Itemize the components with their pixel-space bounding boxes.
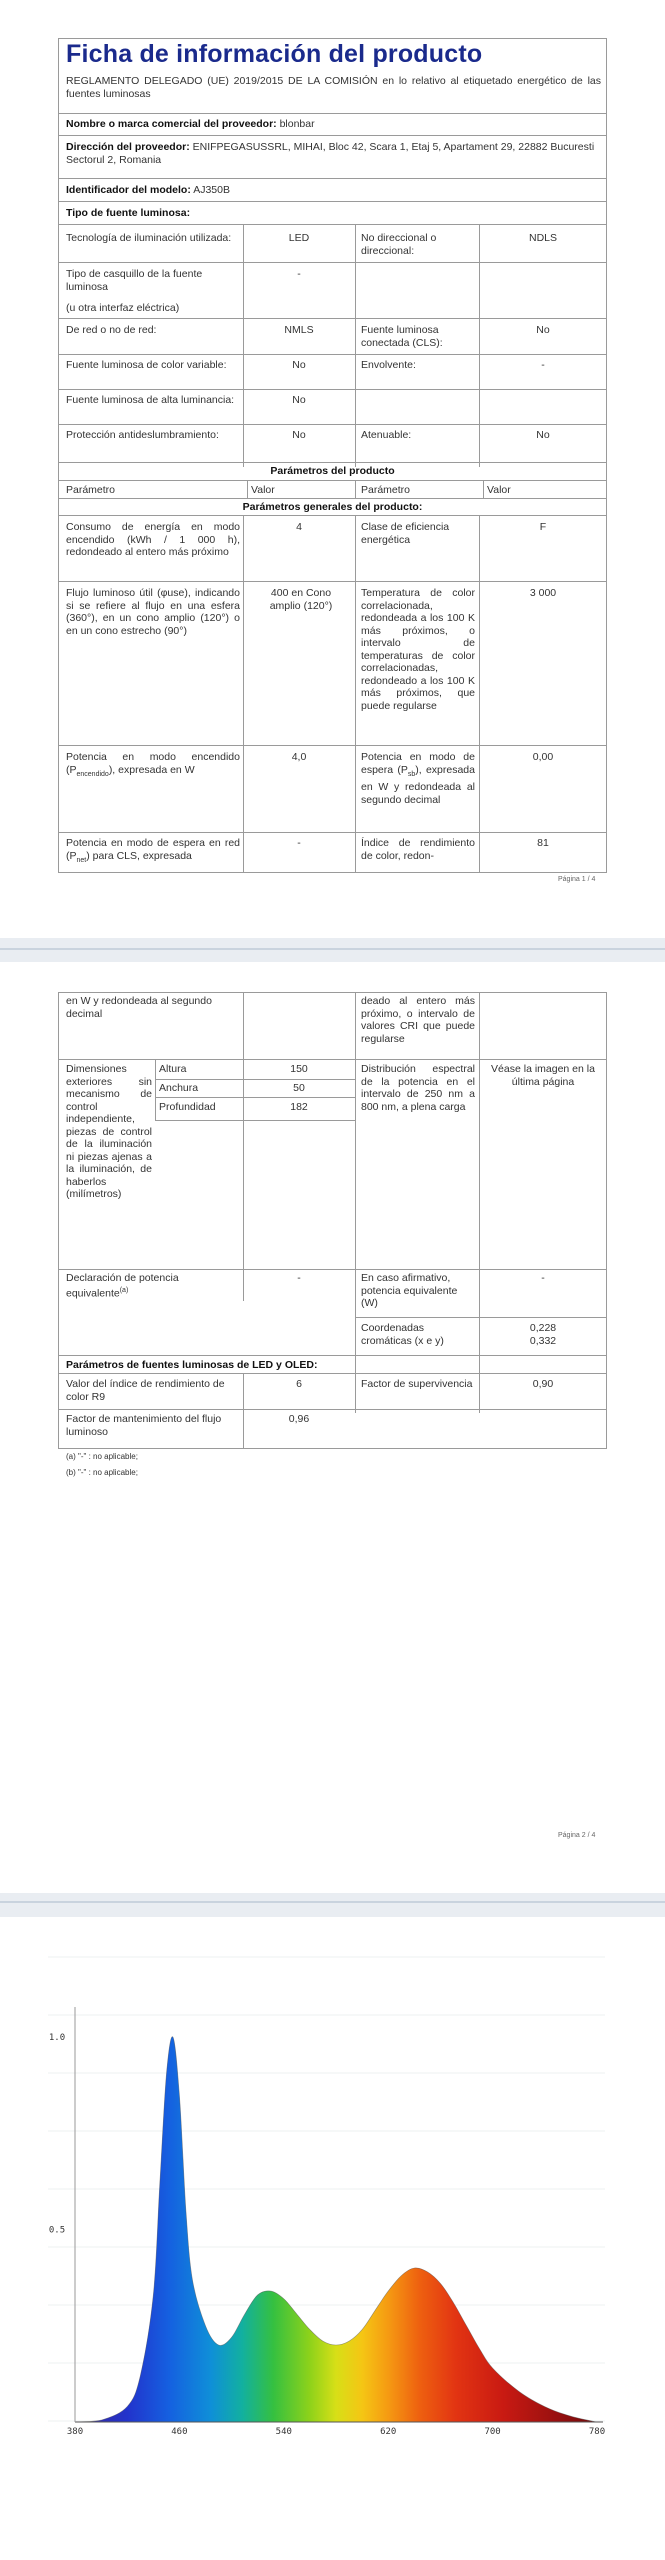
survival-factor-value: 0,90: [532, 1378, 554, 1390]
page-separator-line-2: [0, 1901, 665, 1903]
tech-label: Tecnología de iluminación utilizada:: [66, 232, 232, 244]
survival-factor-label: Factor de supervivencia: [361, 1378, 473, 1390]
color-variable-value: No: [292, 359, 306, 371]
luminous-flux-value: 400 en Cono amplio (120°): [269, 587, 333, 612]
directional-value: NDLS: [528, 232, 557, 244]
cls-value: No: [536, 324, 550, 336]
chromaticity-label: Coordenadas cromáticas (x e y): [361, 1322, 444, 1347]
model-label: Identificador del modelo:: [66, 184, 191, 196]
network-standby-value: -: [297, 837, 301, 849]
envelope-label: Envolvente:: [361, 359, 416, 371]
flux-maintenance-label: Factor de mantenimiento del flujo luminoso: [66, 1413, 222, 1438]
depth-value: 182: [290, 1101, 308, 1113]
spectral-distribution-value: Véase la imagen en la última página: [491, 1063, 595, 1088]
col-header-value-2: Valor: [487, 484, 511, 496]
page-separator-2: [0, 1893, 665, 1917]
x-tick-label: 700: [484, 2427, 501, 2437]
y-tick-label: 1.0: [48, 2033, 66, 2043]
footnote-a: (a) "-" : no aplicable;: [66, 1452, 138, 1461]
depth-label: Profundidad: [159, 1101, 216, 1113]
r9-value: 6: [296, 1378, 302, 1390]
envelope-value: -: [541, 359, 545, 371]
cri-value: 81: [537, 837, 549, 849]
general-params-heading: Parámetros generales del producto:: [242, 501, 423, 513]
y-tick-label: 0.5: [48, 2225, 66, 2236]
page-number-2: Página 2 / 4: [558, 1832, 596, 1839]
x-tick-label: 380: [66, 2427, 84, 2437]
spectral-power-chart: [0, 1917, 665, 2560]
standby-power-value: 0,00: [532, 751, 554, 763]
spectrum-chart-area: [0, 1917, 665, 2560]
energy-consumption-value: 4: [296, 521, 302, 533]
cri-label-continued: deado al entero más próximo, o intervalo de valores CRI que puede regularse: [361, 995, 475, 1045]
efficiency-class-label: Clase de eficiencia energética: [361, 521, 450, 546]
page-separator: [0, 938, 665, 962]
col-header-param: Parámetro: [66, 484, 116, 496]
efficiency-class-value: F: [539, 521, 547, 533]
tech-value: LED: [288, 232, 310, 244]
page-number-1: Página 1 / 4: [558, 876, 596, 883]
model-row: [66, 184, 601, 197]
led-params-heading: Parámetros de fuentes luminosas de LED y OLED:: [66, 1359, 318, 1371]
supplier-value: blonbar: [279, 118, 315, 130]
on-mode-power-value: 4,0: [291, 751, 307, 763]
mains-label: De red o no de red:: [66, 324, 157, 336]
address-value: ENIFPEGASUSSRL, MIHAI, Bloc 42, Scara 1, Etaj 5, Apartament 29, 22882 Bucuresti Sectorul 2, Romania: [66, 141, 595, 166]
page-title: Ficha de información del producto: [66, 40, 483, 68]
equivalent-power-w-value: -: [541, 1272, 545, 1284]
page-separator-line: [0, 948, 665, 950]
dimmable-label: Atenuable:: [361, 429, 412, 441]
cap-type-value: -: [297, 268, 301, 280]
source-type-heading: Tipo de fuente luminosa:: [66, 207, 191, 219]
params-heading: Parámetros del producto: [270, 465, 395, 477]
cap-type-label: Tipo de casquillo de la fuente luminosa: [66, 268, 203, 293]
on-mode-power-label: Potencia en modo encendido $(P_{encendido})$, expresada en W: [66, 751, 240, 778]
standby-continued: en W y redondeada al segundo decimal: [66, 995, 212, 1020]
spectral-distribution-label: Distribución espectral de la potencia en el intervalo de 250 nm a 800 nm, a plena carga: [361, 1063, 475, 1113]
glare-shield-value: No: [292, 429, 306, 441]
high-luminance-value: No: [292, 394, 306, 406]
cls-label: Fuente luminosa conectada (CLS):: [361, 324, 443, 349]
x-tick-label: 780: [588, 2427, 606, 2437]
color-variable-label: Fuente luminosa de color variable:: [66, 359, 227, 371]
width-value: 50: [293, 1082, 305, 1094]
supplier-label: Nombre o marca comercial del proveedor:: [66, 118, 277, 130]
height-value: 150: [290, 1063, 308, 1075]
height-label: Altura: [159, 1063, 187, 1075]
x-tick-label: 460: [171, 2427, 188, 2437]
cri-label-top: Índice de rendimiento de color, redon-: [361, 837, 475, 862]
regulation-text: REGLAMENTO DELEGADO (UE) 2019/2015 DE LA COMISIÓN en lo relativo al etiquetado energético de las fuentes luminosas: [66, 75, 601, 100]
dimmable-value: No: [536, 429, 550, 441]
r9-label: Valor del índice de rendimiento de color R9: [66, 1378, 225, 1403]
mains-value: NMLS: [284, 324, 314, 336]
flux-maintenance-value: 0,96: [288, 1413, 310, 1425]
color-temperature-label: Temperatura de color correlacionada, redondeada a los 100 K más próximos, o intervalo de temperaturas de color correlacionadas, redondeado a los 100 K más próximos, que puede regularse: [361, 587, 475, 712]
col-header-value: Valor: [251, 484, 275, 496]
dimensions-label: Dimensiones exteriores sin mecanismo de control independiente, piezas de control de la iluminación ni piezas ajenas a la iluminación, de haberlos (milímetros): [66, 1063, 152, 1200]
equivalent-power-label: Declaración de potencia equivalente$^{(a)}$: [66, 1272, 179, 1299]
address-label: Dirección del proveedor:: [66, 141, 190, 153]
cap-type-note: (u otra interfaz eléctrica): [66, 302, 180, 314]
chromaticity-y: 0,332: [529, 1335, 557, 1347]
model-value: AJ350B: [193, 184, 230, 196]
directional-label: No direccional o direccional:: [361, 232, 437, 257]
network-standby-label: Potencia en modo de espera en red $(P_{net})$ para CLS, expresada: [66, 837, 240, 864]
chromaticity-x: 0,228: [529, 1322, 557, 1334]
glare-shield-label: Protección antideslumbramiento:: [66, 429, 219, 441]
footnote-b: (b) "-" : no aplicable;: [66, 1468, 138, 1477]
supplier-row: [66, 118, 601, 131]
spectrum-area: [75, 2037, 597, 2422]
energy-consumption-label: Consumo de energía en modo encendido (kWh / 1 000 h), redondeado al entero más próximo: [66, 521, 240, 558]
equivalent-power-w-label: En caso afirmativo, potencia equivalente (W): [361, 1272, 458, 1309]
address-row: [66, 141, 601, 166]
color-temperature-value: 3 000: [529, 587, 557, 599]
standby-power-label: Potencia en modo de espera $(P_{sb})$, expresada en W y redondeada al segundo decimal: [361, 751, 475, 806]
width-label: Anchura: [159, 1082, 199, 1094]
equivalent-power-value: -: [297, 1272, 301, 1284]
x-tick-label: 540: [275, 2427, 292, 2437]
high-luminance-label: Fuente luminosa de alta luminancia:: [66, 394, 235, 406]
col-header-param-2: Parámetro: [361, 484, 411, 496]
luminous-flux-label: Flujo luminoso útil (φuse), indicando si se refiere al flujo en una esfera (360°), en un cono amplio (120°) o en un cono estrecho (90°): [66, 587, 240, 637]
x-tick-label: 620: [380, 2427, 397, 2437]
